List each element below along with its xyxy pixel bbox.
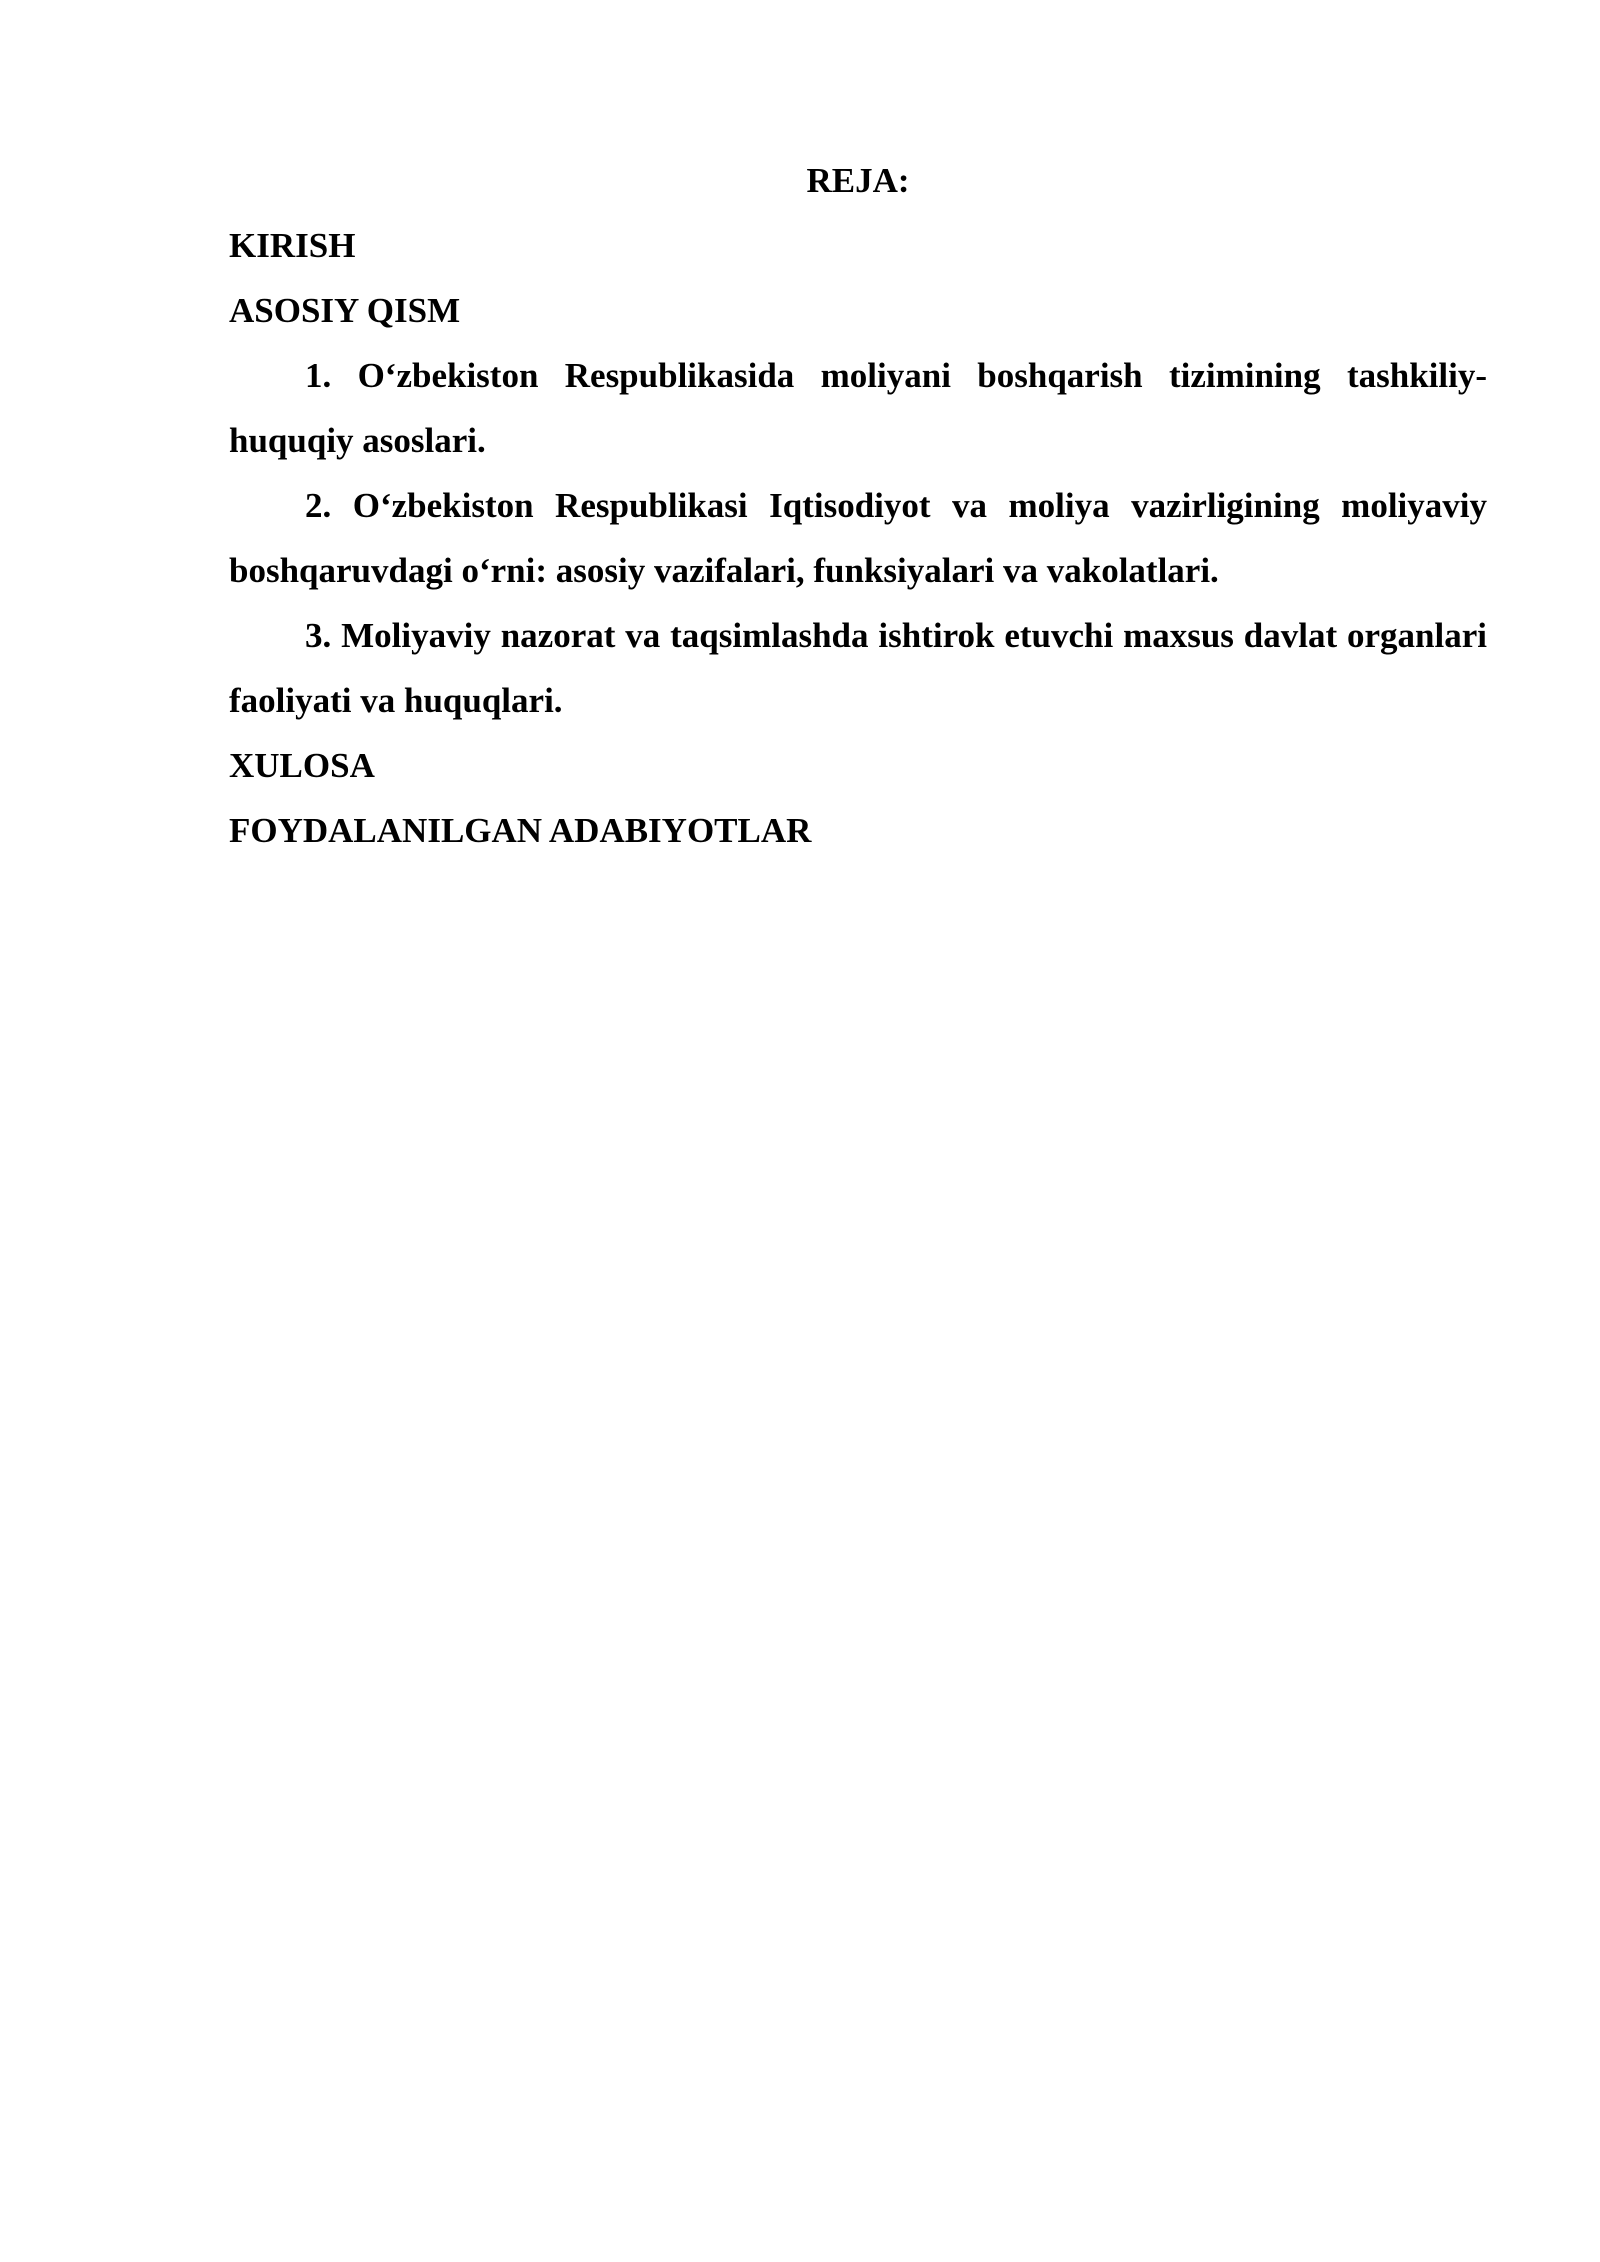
references-heading: FOYDALANILGAN ADABIYOTLAR <box>229 811 812 850</box>
plan-item-2: 2. O‘zbekiston Respublikasi Iqtisodiyot va moliya vazirligining moliyaviy boshqaruvdagi o‘rni: asosiy vazifalari, funksiyalari va vakolatlari. <box>229 486 1487 590</box>
main-section-heading: ASOSIY QISM <box>229 291 461 330</box>
intro-heading: KIRISH <box>229 226 356 265</box>
plan-item-3: 3. Moliyaviy nazorat va taqsimlashda ishtirok etuvchi maxsus davlat organlari faoliyati va huquqlari. <box>229 616 1487 720</box>
plan-title: REJA: <box>806 161 910 200</box>
plan-content <box>229 148 1487 863</box>
conclusion-heading: XULOSA <box>229 746 375 785</box>
plan-item-1: 1. O‘zbekiston Respublikasida moliyani boshqarish tizimining tashkiliy-huquqiy asoslari. <box>229 356 1487 460</box>
